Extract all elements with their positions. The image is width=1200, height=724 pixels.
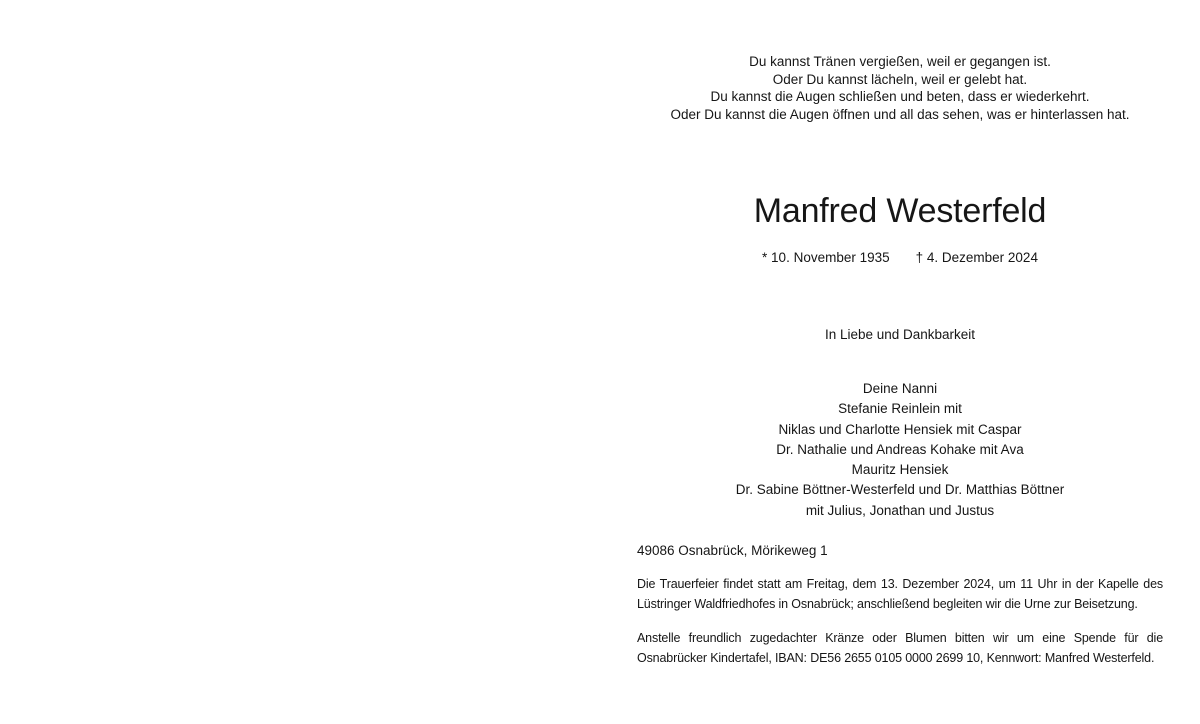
mourner-line: Stefanie Reinlein mit <box>838 401 962 417</box>
mourner-line: Mauritz Hensiek <box>851 462 949 478</box>
dedication-line: In Liebe und Dankbarkeit <box>824 327 976 342</box>
family-address: 49086 Osnabrück, Mörikeweg 1 <box>637 543 828 558</box>
mourners-list <box>600 379 1200 521</box>
funeral-notice-line: Die Trauerfeier findet statt am Freitag, dem 13. Dezember 2024, um 11 Uhr in der Kapelle des <box>637 577 1163 591</box>
donation-notice <box>637 628 1163 668</box>
deceased-name: Manfred Westerfeld <box>753 192 1047 230</box>
announcement-page <box>600 0 1200 724</box>
death-date: † 4. Dezember 2024 <box>915 250 1038 265</box>
mourner-line: mit Julius, Jonathan und Justus <box>805 502 995 518</box>
donation-notice-line: Osnabrücker Kindertafel, IBAN: DE56 2655 0105 0000 2699 10, Kennwort: Manfred Westerfeld. <box>637 651 1155 665</box>
birth-date: * 10. November 1935 <box>762 250 890 265</box>
mourner-line: Dr. Nathalie und Andreas Kohake mit Ava <box>776 441 1024 457</box>
life-dates <box>600 248 1200 268</box>
poem-line: Oder Du kannst lächeln, weil er gelebt hat. <box>772 71 1028 87</box>
funeral-notice <box>637 574 1163 614</box>
funeral-notice-line: Lüstringer Waldfriedhofes in Osnabrück; anschließend begleiten wir die Urne zur Beisetzung. <box>637 597 1138 611</box>
mourner-line: Deine Nanni <box>862 381 938 396</box>
poem-line: Du kannst Tränen vergießen, weil er gegangen ist. <box>749 54 1051 69</box>
donation-notice-line: Anstelle freundlich zugedachter Kränze oder Blumen bitten wir um eine Spende für die <box>637 631 1163 645</box>
poem-line: Oder Du kannst die Augen öffnen und all das sehen, was er hinterlassen hat. <box>670 106 1130 122</box>
poem <box>600 53 1200 123</box>
mourner-line: Dr. Sabine Böttner-Westerfeld und Dr. Matthias Böttner <box>735 482 1065 498</box>
mourner-line: Niklas und Charlotte Hensiek mit Caspar <box>778 421 1022 437</box>
poem-line: Du kannst die Augen schließen und beten, dass er wiederkehrt. <box>710 89 1090 104</box>
